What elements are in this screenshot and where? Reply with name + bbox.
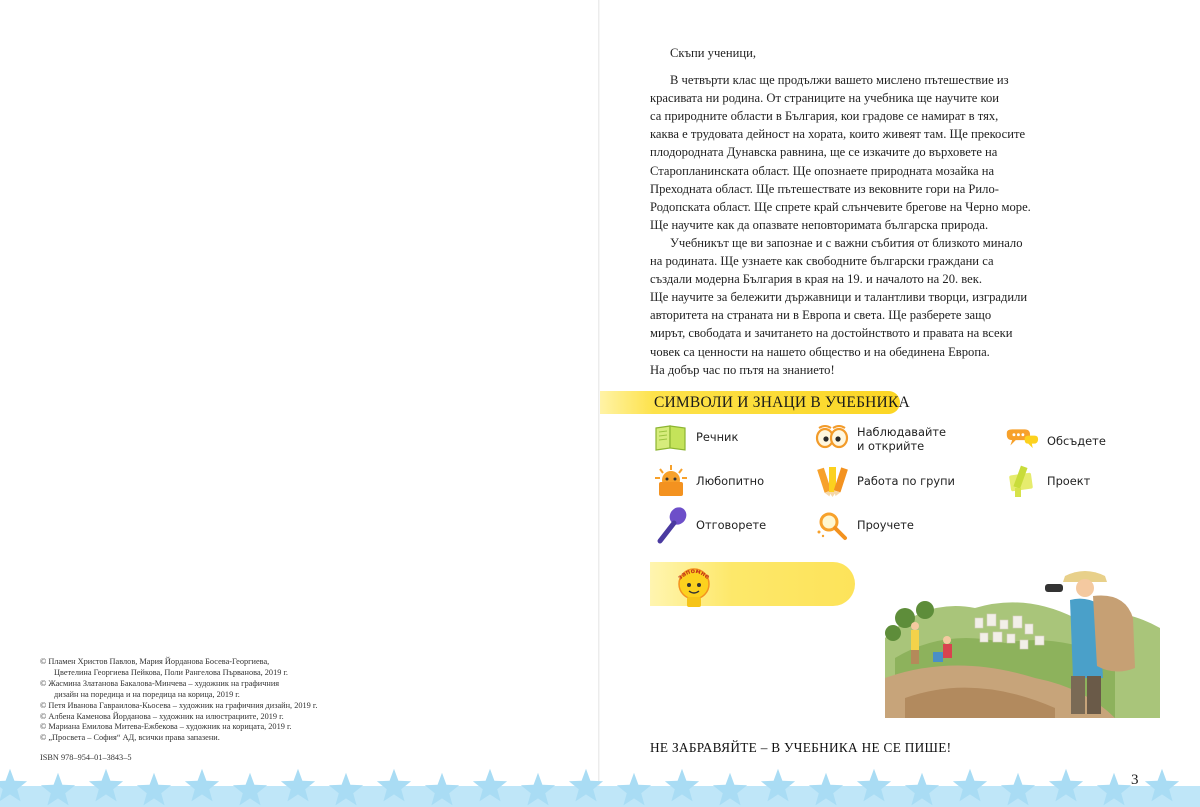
curious-sun-book-icon: [654, 464, 688, 498]
symbol-discuss: [1005, 424, 1106, 458]
symbols-title: СИМВОЛИ И ЗНАЦИ В УЧЕБНИКА: [654, 394, 910, 411]
symbol-label: Любопитно: [696, 474, 765, 488]
page-number: 3: [1131, 772, 1139, 788]
hiker-landscape-illustration: [885, 548, 1160, 718]
symbol-project: [1005, 464, 1090, 498]
group-work-pencils-icon: [815, 464, 849, 498]
intro-paragraph-1: В четвърти клас ще продължи вашето мислено пътешествие из красивата ни родина. От страниците на учебника ще научите кои са природните области в България, кои градове се намират в тях, каква е трудовата дейност на хората, които живеят там. Ще прекосите плодородната Дунавска равнина, ще се изкачите до върховете на Старопланинската област. Ще опознаете природната мозайка на Преходната област. Ще пътешествате из вековните гори на Рило- Родопската област. Ще спрете край слънчевите брегове на Черно море. Ще научите как да опазвате неповторимата българска природа.: [650, 73, 1031, 232]
decorative-stars-border: [0, 768, 1200, 807]
symbol-observe: [815, 422, 946, 456]
dictionary-book-icon: [654, 420, 688, 454]
no-writing-warning: НЕ ЗАБРАВЯЙТЕ – В УЧЕБНИКА НЕ СЕ ПИШЕ!: [650, 740, 952, 755]
symbol-label: Наблюдавайте и открийте: [857, 425, 947, 453]
symbol-label: Отговорете: [696, 518, 767, 532]
symbol-curious: [654, 464, 764, 498]
symbol-label: Работа по групи: [857, 474, 955, 488]
microphone-icon: [654, 508, 688, 542]
discuss-speech-bubbles-icon: [1005, 424, 1039, 458]
symbol-label: Речник: [696, 430, 739, 444]
symbol-dictionary: [654, 420, 738, 454]
symbol-label: Проучете: [857, 518, 914, 532]
intro-letter: [650, 44, 1060, 379]
isbn: ISBN 978–954–01–3843–5: [40, 753, 132, 763]
copyright-credits: © Пламен Христов Павлов, Мария Йорданова Босева-Георгиева, Цветелина Георгиева Пейкова, Поли Рангелова Първанова, 2019 г. © Жасмина Златанова Бакалова-Минчева – художник на графичния дизайн на поредица и на поредица на корица, 2019 г. © Петя Иванова Гавраилова-Кьосева – художник на графичния дизайн, 2019 г. © Албена Каменова Йорданова – художник на илюстрациите, 2019 г. © Мариана Емилова Митева-Ежбекова – художник на корицата, 2019 г. © „Просвета – София“ АД, всички права запазени. ISBN 978–954–01–3843–5: [40, 657, 400, 764]
magnifier-icon: [815, 508, 849, 542]
symbol-label: Проект: [1047, 474, 1091, 488]
observe-eyes-icon: [815, 422, 849, 456]
greeting: Скъпи ученици,: [670, 46, 756, 60]
remember-lightbulb-icon: [672, 564, 716, 617]
symbols-header: [600, 391, 910, 414]
symbol-group-work: [815, 464, 955, 498]
project-icon: [1005, 464, 1039, 498]
symbol-label: Обсъдете: [1047, 434, 1106, 448]
symbol-research: [815, 508, 914, 542]
symbol-answer: [654, 508, 766, 542]
intro-paragraph-2: Учебникът ще ви запознае и с важни събития от близкото минало на родината. Ще узнаете как свободните български граждани са създали модерна България в края на 19. и началото на 20. век. Ще научите за бележити държавници и талантливи творци, изградили авторитета на страната ни в Европа и света. Ще разберете защо мирът, свободата и зачитането на достойнството и правата на всеки човек са ценности на нашето общество и на обединена Европа. На добър час по пътя на знанието!: [650, 235, 1028, 377]
remember-label: запомне: [676, 566, 712, 582]
